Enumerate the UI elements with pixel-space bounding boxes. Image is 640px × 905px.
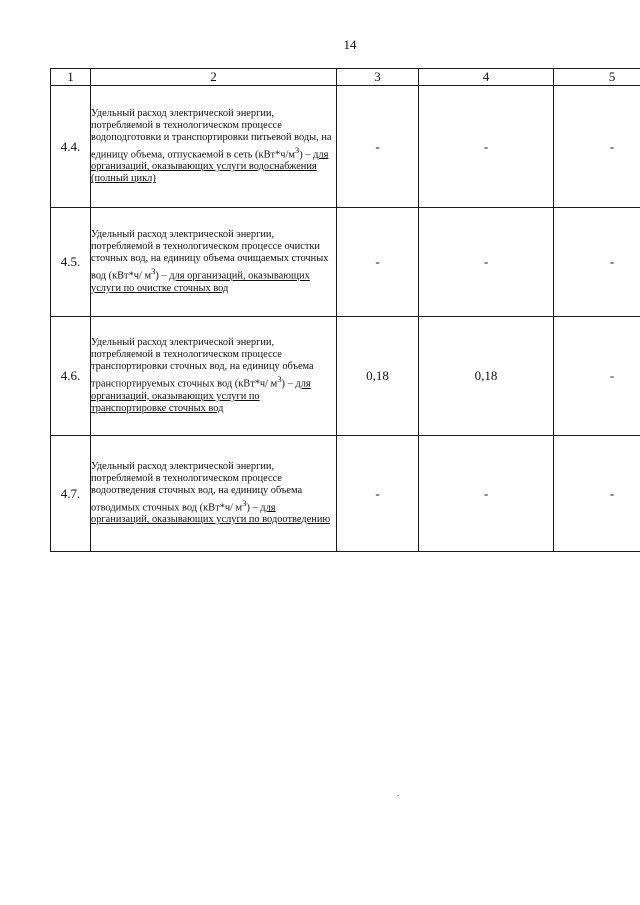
indicator-description: [91, 208, 337, 317]
indicator-description: [91, 436, 337, 552]
description-connector: ) –: [155, 270, 170, 282]
description-text: Удельный расход электрической энергии, потребляемой в технологическом процессе водоотведения сточных вод, на единицу объема отводимых сточных вод (кВт*ч/ м: [91, 460, 303, 514]
header-col-4: 4: [419, 69, 554, 86]
value-col-5: -: [554, 436, 640, 552]
description-connector: ) –: [299, 149, 314, 161]
description-connector: ) –: [281, 378, 296, 390]
scan-artifact: [397, 795, 399, 796]
superscript: 3: [294, 144, 300, 155]
row-number: 4.6.: [51, 317, 91, 436]
value-col-4: 0,18: [419, 317, 554, 436]
header-col-3: 3: [337, 69, 419, 86]
value-col-5: -: [554, 208, 640, 317]
value-col-3: -: [337, 436, 419, 552]
description-text: Удельный расход электрической энергии, потребляемой в технологическом процессе транспортировки сточных вод, на единицу объема транспортируемых сточных вод (кВт*ч/ м: [91, 337, 314, 390]
table-row: [51, 436, 640, 552]
superscript: 3: [242, 497, 247, 508]
description-text: Удельный расход электрической энергии, потребляемой в технологическом процессе водоподготовки и транспортировки питьевой воды, на единицу объема, отпускаемой в сеть (кВт*ч/м: [91, 107, 332, 161]
indicator-description: [91, 317, 337, 436]
value-col-4: -: [419, 208, 554, 317]
value-col-3: -: [337, 86, 419, 208]
description-connector: ) –: [246, 502, 261, 514]
value-col-3: 0,18: [337, 317, 419, 436]
header-col-5: 5: [554, 69, 640, 86]
row-number: 4.5.: [51, 208, 91, 317]
row-number: 4.7.: [51, 436, 91, 552]
description-text: Удельный расход электрической энергии, потребляемой в технологическом процессе очистки сточных вод, на единицу объема очищаемых сточных вод (кВт*ч/ м: [91, 229, 329, 282]
description-underlined: для организаций, оказывающих услуги водоснабжения (полный цикл): [91, 149, 329, 185]
value-col-4: -: [419, 86, 554, 208]
value-col-5: -: [554, 86, 640, 208]
value-col-3: -: [337, 208, 419, 317]
superscript: 3: [277, 374, 282, 385]
description-underlined: для организаций, оказывающих услуги по водоотведению: [91, 502, 331, 526]
description-underlined: для организаций, оказывающих услуги по очистке сточных вод: [91, 270, 310, 294]
table-row: [51, 208, 640, 317]
table-row: [51, 86, 640, 208]
table-row: [51, 317, 640, 436]
row-number: 4.4.: [51, 86, 91, 208]
indicator-description: [91, 86, 337, 208]
page-number: 14: [343, 37, 357, 52]
header-col-2: 2: [91, 69, 337, 86]
value-col-4: -: [419, 436, 554, 552]
indicator-table: [50, 68, 640, 552]
header-col-1: 1: [51, 69, 91, 86]
description-underlined: для организаций, оказывающих услуги по транспортировке сточных вод: [91, 378, 311, 414]
superscript: 3: [151, 266, 156, 277]
table-header-row: [51, 69, 640, 86]
value-col-5: -: [554, 317, 640, 436]
